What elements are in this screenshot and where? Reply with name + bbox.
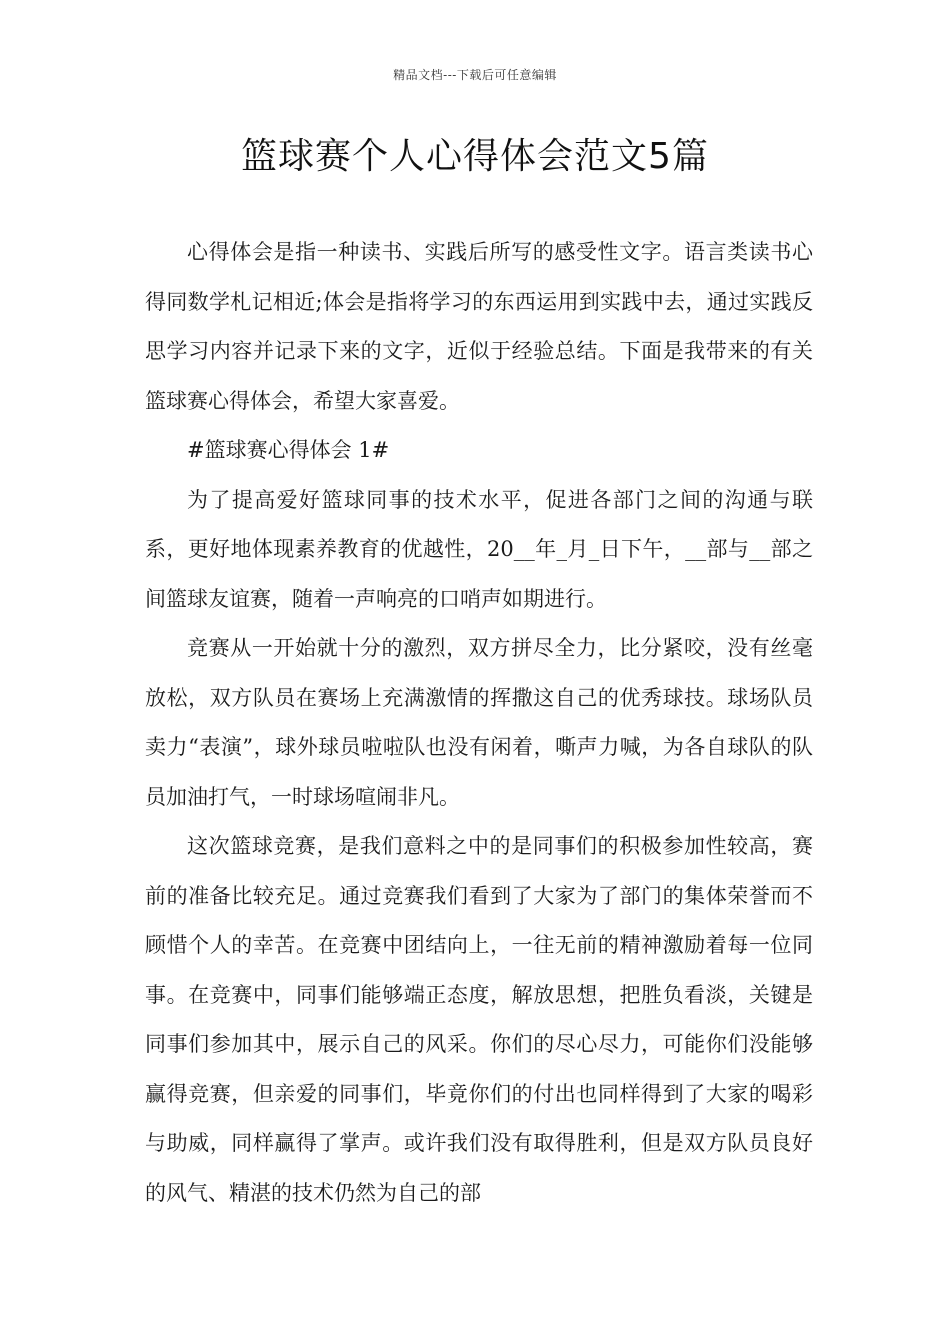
paragraph-reflection: 这次篮球竞赛，是我们意料之中的是同事们的积极参加性较高，赛前的准备比较充足。通过竞赛我们看到了大家为了部门的集体荣誉而不顾惜个人的幸苦。在竞赛中团结向上，一往无前的精神激励着每一位同事。在竞赛中，同事们能够端正态度，解放思想，把胜负看淡，关键是同事们参加其中，展示自己的风采。你们的尽心尽力，可能你们没能够赢得竞赛，但亲爱的同事们，毕竟你们的付出也同样得到了大家的喝彩与助威，同样赢得了掌声。或许我们没有取得胜利，但是双方队员良好的风气、精湛的技术仍然为自己的部 xyxy=(145,834,813,1205)
header-note: 精品文档---下载后可任意编辑 xyxy=(393,68,557,82)
document-body xyxy=(145,228,813,1218)
paragraph-purpose: 为了提高爱好篮球同事的技术水平，促进各部门之间的沟通与联系，更好地体现素养教育的优越性，20__年_月_日下午，__部与__部之间篮球友谊赛，随着一声响亮的口哨声如期进行。 xyxy=(145,487,813,611)
document-title: 篮球赛个人心得体会范文5篇 xyxy=(241,136,709,177)
paragraph-match: 竞赛从一开始就十分的激烈，双方拼尽全力，比分紧咬，没有丝毫放松，双方队员在赛场上充满激情的挥撒这自己的优秀球技。球场队员卖力“表演”，球外球员啦啦队也没有闲着，嘶声力喊，为各自球队的队员加油打气，一时球场喧闹非凡。 xyxy=(145,636,813,809)
section-heading-1: #篮球赛心得体会 1# xyxy=(187,438,390,462)
paragraph-intro: 心得体会是指一种读书、实践后所写的感受性文字。语言类读书心得同数学札记相近;体会是指将学习的东西运用到实践中去，通过实践反思学习内容并记录下来的文字，近似于经验总结。下面是我带来的有关篮球赛心得体会，希望大家喜爱。 xyxy=(145,240,813,413)
